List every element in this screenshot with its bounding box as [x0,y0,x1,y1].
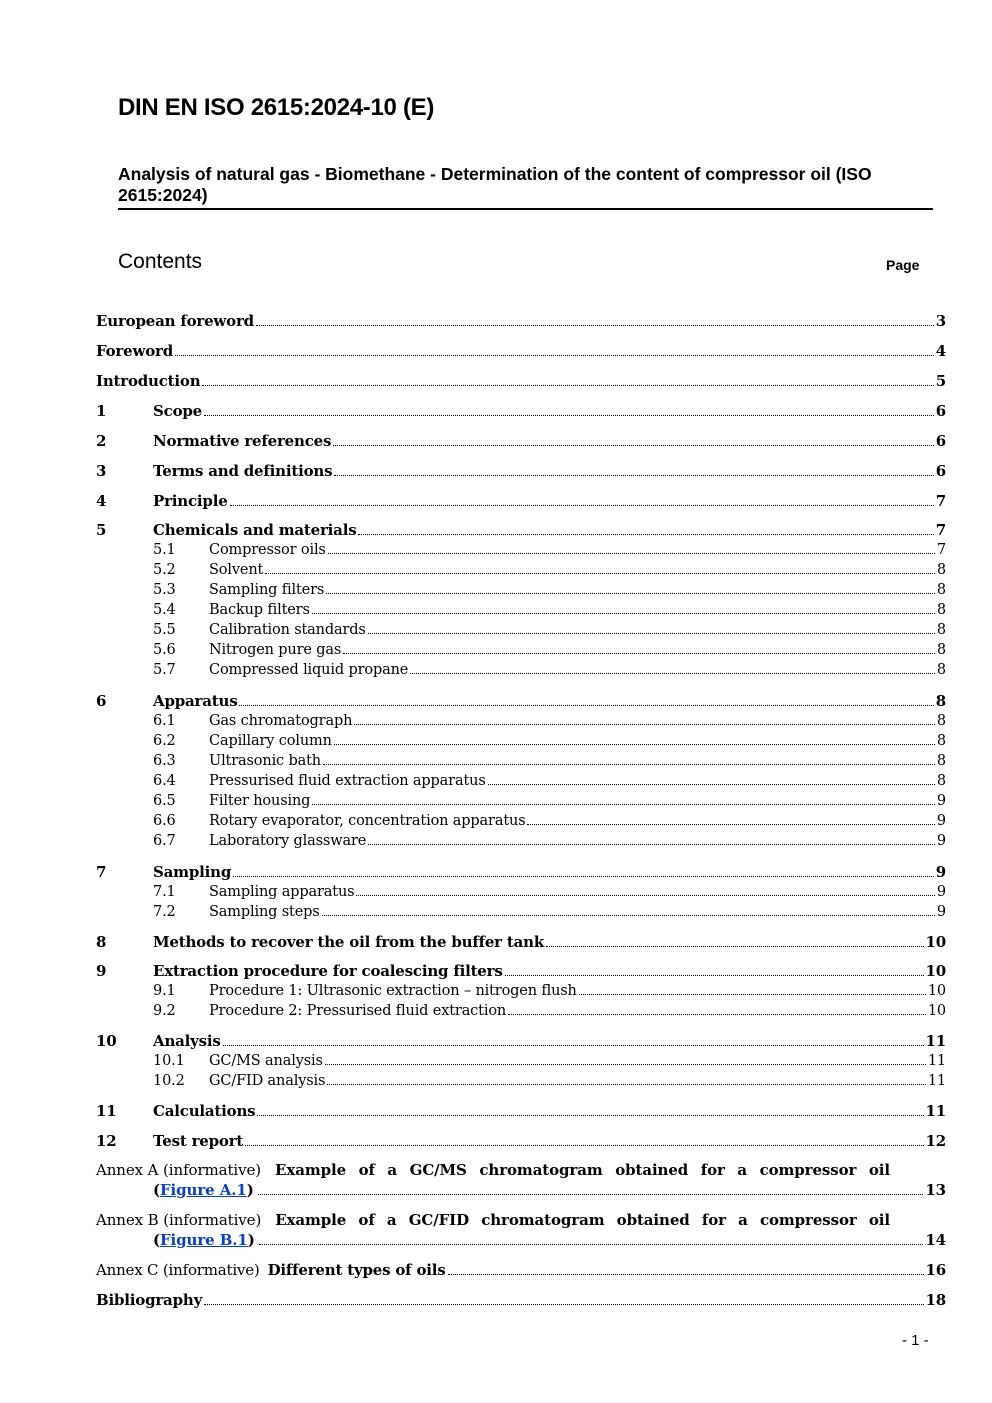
toc-page: 5 [935,372,946,390]
annex-title: Example of a GC/MS chromatogram obtained for a compressor oil [275,1161,890,1179]
toc-title: Calibration standards [209,622,366,638]
toc-number: 9.2 [153,1003,176,1019]
toc-entry[interactable] [96,401,946,421]
toc-entry[interactable] [96,461,946,481]
toc-page: 9 [936,884,946,900]
toc-number: 8 [96,933,107,951]
toc-entry[interactable] [153,660,946,680]
toc-title: Principle [153,492,228,510]
toc-title: Bibliography [96,1291,203,1309]
figure-b1-link[interactable]: Figure B.1 [160,1231,248,1249]
toc-title: Test report [153,1132,244,1150]
annex-page: 16 [925,1261,946,1279]
toc-title: Sampling apparatus [209,884,355,900]
toc-number: 6.4 [153,773,176,789]
dot-leader [223,1045,924,1046]
toc-entry[interactable] [153,711,946,731]
dot-leader [448,1274,924,1275]
dot-leader [259,1244,924,1245]
annex-prefix: Annex A (informative) [96,1161,262,1179]
toc-page: 8 [936,602,946,618]
annex-paren-close: ) [246,1181,254,1199]
toc-title: Ultrasonic bath [209,753,321,769]
dot-leader [257,1115,923,1116]
toc-page: 10 [927,1003,946,1019]
annex-page: 13 [925,1181,946,1199]
dot-leader [327,1084,926,1085]
toc-title: Sampling steps [209,904,320,920]
toc-title: Chemicals and materials [153,521,357,539]
toc-page: 9 [936,793,946,809]
toc-page: 4 [935,342,946,360]
annex-title: Example of a GC/FID chromatogram obtained for a compressor oil [275,1211,890,1229]
toc-page: 11 [925,1032,946,1050]
toc-entry[interactable] [96,311,946,331]
toc-title: Compressed liquid propane [209,662,409,678]
dot-leader [527,824,934,825]
toc-entry[interactable] [153,751,946,771]
dot-leader [579,994,926,995]
toc-entry[interactable] [153,580,946,600]
dot-leader [358,534,933,535]
toc-entry[interactable] [96,691,946,711]
toc-entry[interactable] [96,961,946,981]
dot-leader [334,475,933,476]
toc-number: 7.1 [153,884,176,900]
toc-number: 10 [96,1032,117,1050]
toc-entry[interactable] [153,811,946,831]
annex-paren-open: ( [153,1181,160,1199]
annex-title: Different types of oils [267,1261,446,1279]
toc-title: Extraction procedure for coalescing filters [153,962,503,980]
toc-title: Apparatus [153,692,238,710]
toc-page: 8 [936,582,946,598]
toc-entry[interactable] [153,540,946,560]
toc-page: 11 [927,1073,946,1089]
toc-annex-c[interactable] [96,1260,946,1280]
toc-page: 11 [927,1053,946,1069]
toc-number: 5.7 [153,662,176,678]
toc-title: Calculations [153,1102,256,1120]
toc-entry[interactable] [153,771,946,791]
annex-prefix: Annex B (informative) [96,1211,262,1229]
dot-leader [488,784,935,785]
toc-number: 9 [96,962,107,980]
toc-title: Procedure 1: Ultrasonic extraction – nitrogen flush [209,983,577,999]
toc-number: 6.3 [153,753,176,769]
annex-paren-open: ( [153,1231,160,1249]
page-number: - 1 - [902,1332,929,1349]
toc-number: 3 [96,462,107,480]
toc-number: 6.5 [153,793,176,809]
dot-leader [245,1145,923,1146]
document-title: DIN EN ISO 2615:2024-10 (E) [118,94,435,121]
toc-number: 2 [96,432,107,450]
dot-leader [256,325,934,326]
toc-page: 6 [935,432,946,450]
page-column-heading: Page [886,257,920,273]
toc-entry[interactable] [153,1001,946,1021]
dot-leader [312,613,935,614]
toc-number: 6 [96,692,107,710]
toc-number: 7 [96,863,107,881]
toc-title: Sampling filters [209,582,325,598]
toc-entry[interactable] [153,902,946,922]
toc-entry[interactable] [96,1131,946,1151]
toc-number: 5.3 [153,582,176,598]
toc-number: 11 [96,1102,117,1120]
toc-entry[interactable] [153,731,946,751]
dot-leader [322,915,935,916]
toc-number: 5.4 [153,602,176,618]
toc-number: 5.2 [153,562,176,578]
toc-title: Sampling [153,863,232,881]
toc-number: 5.5 [153,622,176,638]
toc-page: 18 [925,1291,946,1309]
toc-number: 9.1 [153,983,176,999]
toc-title: European foreword [96,312,254,330]
toc-entry[interactable] [153,640,946,660]
dot-leader [505,975,924,976]
dot-leader [265,573,935,574]
toc-page: 8 [936,733,946,749]
toc-title: Normative references [153,432,332,450]
toc-page: 9 [936,833,946,849]
toc-entry[interactable] [153,831,946,851]
toc-entry[interactable] [96,932,946,952]
toc-number: 5.1 [153,542,176,558]
dot-leader [204,415,934,416]
dot-leader [508,1014,926,1015]
toc-title: Capillary column [209,733,332,749]
dot-leader [326,593,935,594]
dot-leader [230,505,934,506]
toc-page: 8 [935,692,946,710]
toc-annex-b[interactable] [96,1210,946,1250]
toc-page: 8 [936,713,946,729]
toc-page: 8 [936,773,946,789]
toc-title: Gas chromatograph [209,713,353,729]
dot-leader [239,705,933,706]
toc-page: 8 [936,753,946,769]
toc-entry[interactable] [153,981,946,1001]
dot-leader [546,946,923,947]
toc-bibliography[interactable] [96,1290,946,1310]
toc-page: 6 [935,462,946,480]
toc-number: 6.2 [153,733,176,749]
toc-number: 10.2 [153,1073,185,1089]
dot-leader [368,844,935,845]
toc-entry[interactable] [153,600,946,620]
toc-entry[interactable] [153,620,946,640]
toc-number: 6.7 [153,833,176,849]
toc-number: 5 [96,521,107,539]
toc-entry[interactable] [153,1071,946,1091]
toc-title: Backup filters [209,602,310,618]
toc-title: Analysis [153,1032,221,1050]
toc-page: 8 [936,662,946,678]
toc-number: 10.1 [153,1053,185,1069]
toc-entry[interactable] [153,882,946,902]
toc-page: 8 [936,562,946,578]
dot-leader [325,1064,926,1065]
annex-prefix: Annex C (informative) [96,1261,260,1279]
toc-number: 5.6 [153,642,176,658]
toc-entry[interactable] [153,791,946,811]
toc-entry[interactable] [96,520,946,540]
dot-leader [204,1304,923,1305]
toc-page: 8 [936,642,946,658]
dot-leader [354,724,935,725]
figure-a1-link[interactable]: Figure A.1 [160,1181,247,1199]
toc-page: 8 [936,622,946,638]
toc-page: 9 [936,813,946,829]
dot-leader [334,744,935,745]
toc-entry[interactable] [96,371,946,391]
toc-title: Filter housing [209,793,311,809]
toc-title: Introduction [96,372,201,390]
toc-title: Nitrogen pure gas [209,642,342,658]
contents-heading: Contents [118,250,203,273]
toc-entry[interactable] [96,431,946,451]
toc-title: Procedure 2: Pressurised fluid extraction [209,1003,507,1019]
toc-title: Methods to recover the oil from the buffer tank [153,933,545,951]
dot-leader [175,355,934,356]
toc-entry[interactable] [96,491,946,511]
toc-title: Scope [153,402,203,420]
dot-leader [312,804,935,805]
toc-title: Rotary evaporator, concentration apparatus [209,813,526,829]
toc-number: 6.6 [153,813,176,829]
dot-leader [333,445,934,446]
toc-page: 10 [925,933,946,951]
toc-title: Terms and definitions [153,462,333,480]
toc-page: 3 [935,312,946,330]
toc-number: 4 [96,492,107,510]
toc-page: 7 [935,492,946,510]
toc-title: Solvent [209,562,264,578]
toc-entry[interactable] [96,1031,946,1051]
toc-page: 9 [935,863,946,881]
toc-title: Compressor oils [209,542,326,558]
toc-page: 7 [936,542,946,558]
toc-entry[interactable] [96,1101,946,1121]
annex-paren-close: ) [247,1231,255,1249]
toc-page: 9 [936,904,946,920]
toc-number: 7.2 [153,904,176,920]
toc-entry[interactable] [153,560,946,580]
toc-annex-a[interactable] [96,1160,946,1200]
dot-leader [368,633,935,634]
toc-page: 7 [935,521,946,539]
dot-leader [258,1194,924,1195]
toc-entry[interactable] [153,1051,946,1071]
toc-page: 12 [925,1132,946,1150]
toc-number: 6.1 [153,713,176,729]
dot-leader [343,653,935,654]
toc-title: Laboratory glassware [209,833,367,849]
dot-leader [202,385,933,386]
dot-leader [323,764,935,765]
dot-leader [233,876,934,877]
annex-page: 14 [925,1231,946,1249]
toc-title: Pressurised fluid extraction apparatus [209,773,486,789]
toc-number: 12 [96,1132,117,1150]
toc-title: GC/MS analysis [209,1053,323,1069]
toc-page: 10 [925,962,946,980]
dot-leader [410,673,935,674]
toc-entry[interactable] [96,341,946,361]
dot-leader [356,895,934,896]
toc-entry[interactable] [96,862,946,882]
toc-title: GC/FID analysis [209,1073,326,1089]
toc-title: Foreword [96,342,173,360]
toc-page: 11 [925,1102,946,1120]
toc-number: 1 [96,402,107,420]
document-subtitle: Analysis of natural gas - Biomethane - Determination of the content of compressor oil (ISO 2615:2024) [118,164,933,210]
toc-page: 10 [927,983,946,999]
toc-page: 6 [935,402,946,420]
dot-leader [328,553,935,554]
